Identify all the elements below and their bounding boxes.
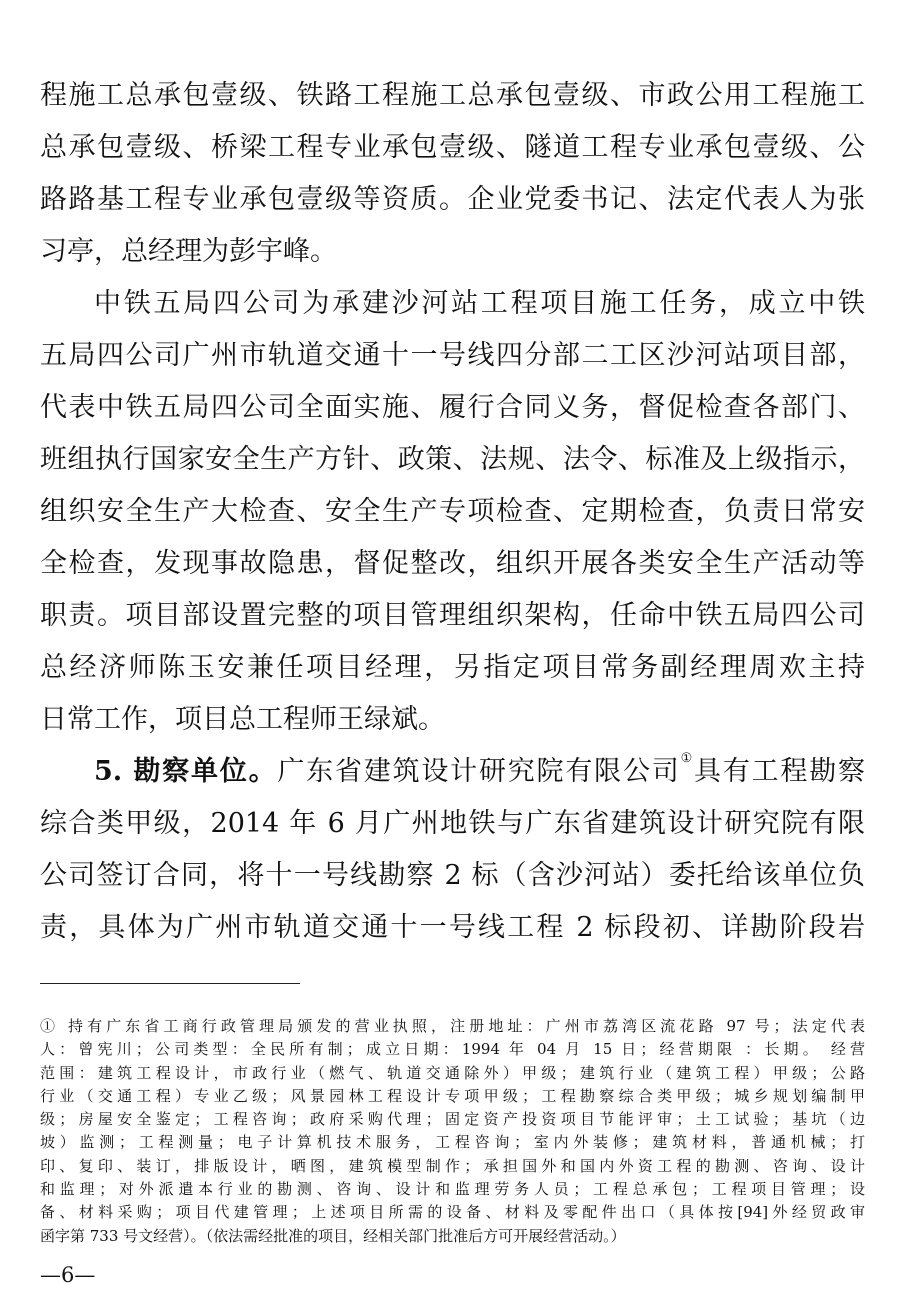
text-line: 日常工作，项目总工程师王绿斌。 [40, 704, 445, 735]
paragraph-survey-unit [40, 746, 865, 954]
text-line: 路路基工程专业承包壹级等资质。企业党委书记、法定代表人为张 [40, 184, 865, 215]
text-line: 责，具体为广州市轨道交通十一号线工程 2 标段初、详勘阶段岩 [40, 912, 865, 943]
paragraph-project-department [40, 278, 865, 746]
text-span: 具有工程勘察 [694, 756, 865, 787]
footnote-line: ① 持有广东省工商行政管理局颁发的营业执照，注册地址：广州市荔湾区流花路 97 号；法定代表 [40, 1017, 865, 1035]
text-line: 中铁五局四公司为承建沙河站工程项目施工任务，成立中铁 [94, 288, 865, 319]
text-line: 组织安全生产大检查、安全生产专项检查、定期检查，负责日常安 [40, 496, 865, 527]
text-line: 班组执行国家安全生产方针、政策、法规、法令、标准及上级指示， [40, 444, 865, 475]
text-line: 职责。项目部设置完整的项目管理组织架构，任命中铁五局四公司 [40, 600, 865, 631]
footnote-line: 人：曾宪川；公司类型：全民所有制；成立日期：1994 年 04 月 15 日；经营期限 ：长期。 经营 [40, 1040, 865, 1059]
footnote-line: 级；房屋安全鉴定；工程咨询；政府采购代理；固定资产投资项目节能评审；土工试验；基坑（边 [40, 1110, 865, 1129]
section-heading: 5. 勘察单位。 [94, 756, 278, 787]
footnote-divider [40, 983, 300, 984]
text-line: 代表中铁五局四公司全面实施、履行合同义务，督促检查各部门、 [40, 392, 865, 423]
text-line: 程施工总承包壹级、铁路工程施工总承包壹级、市政公用工程施工 [40, 80, 865, 111]
footnote-line: 备、材料采购；项目代建管理；上述项目所需的设备、材料及零配件出口（具体按[94]外经贸政审 [40, 1203, 865, 1222]
footnote-ref[interactable]: ① [680, 751, 695, 766]
footnote [40, 1015, 865, 1248]
page-number: —6— [40, 1263, 96, 1287]
text-line: 五局四公司广州市轨道交通十一号线四分部二工区沙河站项目部， [40, 340, 865, 371]
footnote-line: 范围：建筑工程设计，市政行业（燃气、轨道交通除外）甲级；建筑行业（建筑工程）甲级；公路 [40, 1063, 865, 1082]
text-line: 习亭，总经理为彭宇峰。 [40, 236, 337, 267]
text-line: 总承包壹级、桥梁工程专业承包壹级、隧道工程专业承包壹级、公 [40, 132, 865, 163]
text-line: 全检查，发现事故隐患，督促整改，组织开展各类安全生产活动等 [40, 548, 865, 579]
footnote-line: 和监理；对外派遣本行业的勘测、咨询、设计和监理劳务人员；工程总承包；工程项目管理；设 [40, 1180, 865, 1199]
text-line: 公司签订合同，将十一号线勘察 2 标（含沙河站）委托给该单位负 [40, 860, 865, 891]
text-span: 广东省建筑设计研究院有限公司 [277, 756, 681, 787]
text-line [40, 746, 865, 798]
footnote-line: 印、复印、装订，排版设计，晒图，建筑模型制作；承担国外和国内外资工程的勘测、咨询、设计 [40, 1156, 865, 1175]
footnote-line: 行业（交通工程）专业乙级；风景园林工程设计专项甲级；工程勘察综合类甲级；城乡规划编制甲 [40, 1086, 865, 1105]
footnote-line: 函字第 733 号文经营）。（依法需经批准的项目，经相关部门批准后方可开展经营活动。） [40, 1226, 626, 1245]
text-line: 总经济师陈玉安兼任项目经理，另指定项目常务副经理周欢主持 [40, 652, 865, 683]
body-text [40, 70, 865, 954]
text-line: 综合类甲级，2014 年 6 月广州地铁与广东省建筑设计研究院有限 [40, 808, 865, 839]
footnote-line: 坡）监测；工程测量；电子计算机技术服务，工程咨询；室内外装修；建筑材料，普通机械；打 [40, 1133, 865, 1152]
paragraph-qualifications [40, 70, 865, 278]
